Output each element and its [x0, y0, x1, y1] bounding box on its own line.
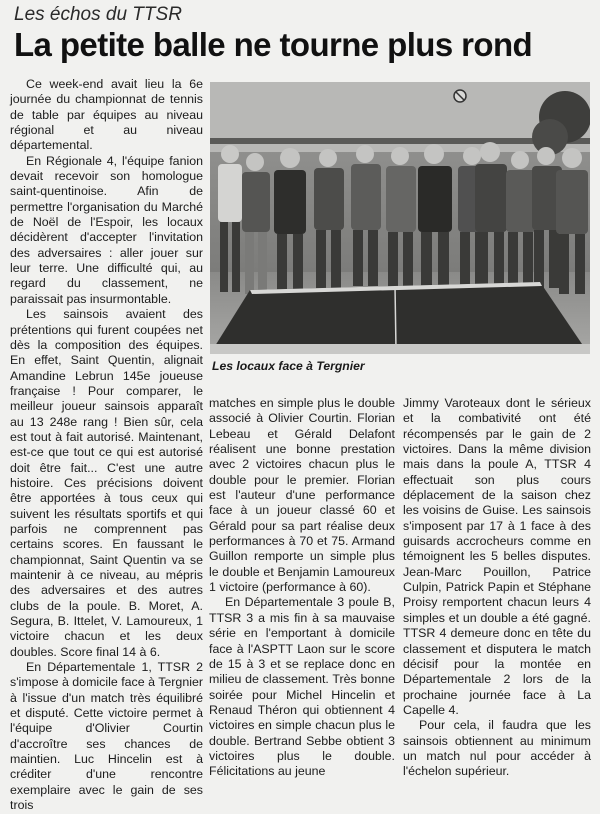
- paragraph: En Départementale 3 poule B, TTSR 3 a mis fin à sa mauvaise série en l'emportant à domicile face à l'ASPTT Laon sur le score de 15 à 3 et se replace donc en milieu de classement. Très bonne soirée pour Michel Hincelin et Renaud Théron qui obtiennent 4 victoires en simple chacun plus le double. Bertrand Sebbe obtient 3 victoires plus le double. Félicitations au jeune: [209, 595, 395, 779]
- section-rubric: Les échos du TTSR: [14, 4, 182, 25]
- paragraph: matches en simple plus le double associé à Olivier Courtin. Florian Lebeau et Gérald Delafont réalisent une bonne prestation avec 2 victoires chacun plus le double pour le premier. Florian est l'auteur d'une performance face à un joueur classé 60 et Gérald pour sa part réalise deux performances à 70 et 75. Armand Guillon remporte un simple plus le double et Benjamin Lamoureux 1 victoire (performance à 60).: [209, 396, 395, 595]
- article-column-2: [209, 396, 395, 779]
- article-column-3: [403, 396, 591, 779]
- paragraph: En Départementale 1, TTSR 2 s'impose à domicile face à Tergnier à l'issue d'un match très équilibré et disputé. Cette victoire permet à l'équipe d'Olivier Courtin d'accroître ses chances de maintien. Luc Hincelin est à créditer d'une rencontre exemplaire avec le gain de ses trois: [10, 660, 203, 813]
- article-column-1: [10, 77, 203, 813]
- article-headline: La petite balle ne tourne plus rond: [14, 26, 533, 63]
- paragraph: En Régionale 4, l'équipe fanion devait recevoir son homologue saint-quentinoise. Afin de permettre l'organisation du Marché de Noël de l'Espoir, les locaux décidèrent d'accepter l'invitation des adversaires : aller jouer sur leur terre. Une difficulté qui, au regard du classement, ne paraissait pas insurmontable.: [10, 153, 203, 306]
- paragraph: Jimmy Varoteaux dont le sérieux et la combativité ont été récompensés par le gain de 2 victoires. Dans la même division mais dans la poule A, TTSR 4 effectuait son plus cours déplacement de la saison chez les voisins de Guise. Les sainsois s'imposent par 17 à 1 face à des guisards accrocheurs comme en témoignent les 5 belles disputes. Jean-Marc Pouillon, Patrice Culpin, Patrick Papin et Stéphane Proisy remportent chacun leurs 4 simples et un double a été gagné. TTSR 4 demeure donc en tête du classement et disputera le match décisif pour la montée en Départementale 2 lors de la prochaine journée face à La Capelle 4.: [403, 396, 591, 717]
- paragraph: Les sainsois avaient des prétentions qui furent coupées net dès la composition des équipes. En effet, Saint Quentin, alignait Amandine Lebrun 145e joueuse française ! Pour comparer, le meilleur joueur sainsois apparaît au 13 248e rang ! Bien sûr, cela est tout à fait autorisé. Maintenant, est-ce que tout ce qui est autorisé doit être fait... C'est une autre histoire. Ces précisions doivent être apportées à tous ceux qui suivent les résultats sportifs et qui parfois ne comprennent pas certains scores. En faussant le championnat, Saint Quentin va se maintenir à ce niveau, au mépris des adversaires et des autres clubs de la poule. B. Moret, A. Segura, B. Ittelet, V. Lamoureux, 1 victoire chacun et les deux doubles. Score final 14 à 6.: [10, 307, 203, 659]
- team-photo: [210, 82, 590, 354]
- paragraph: Ce week-end avait lieu la 6e journée du championnat de tennis de table par équipes au niveau régional et au niveau départemental.: [10, 77, 203, 153]
- paragraph: Pour cela, il faudra que les sainsois obtiennent au minimum un match nul pour accéder à l'échelon supérieur.: [403, 718, 591, 779]
- photo-caption: Les locaux face à Tergnier: [212, 359, 365, 373]
- team-photo-illustration: [210, 82, 590, 354]
